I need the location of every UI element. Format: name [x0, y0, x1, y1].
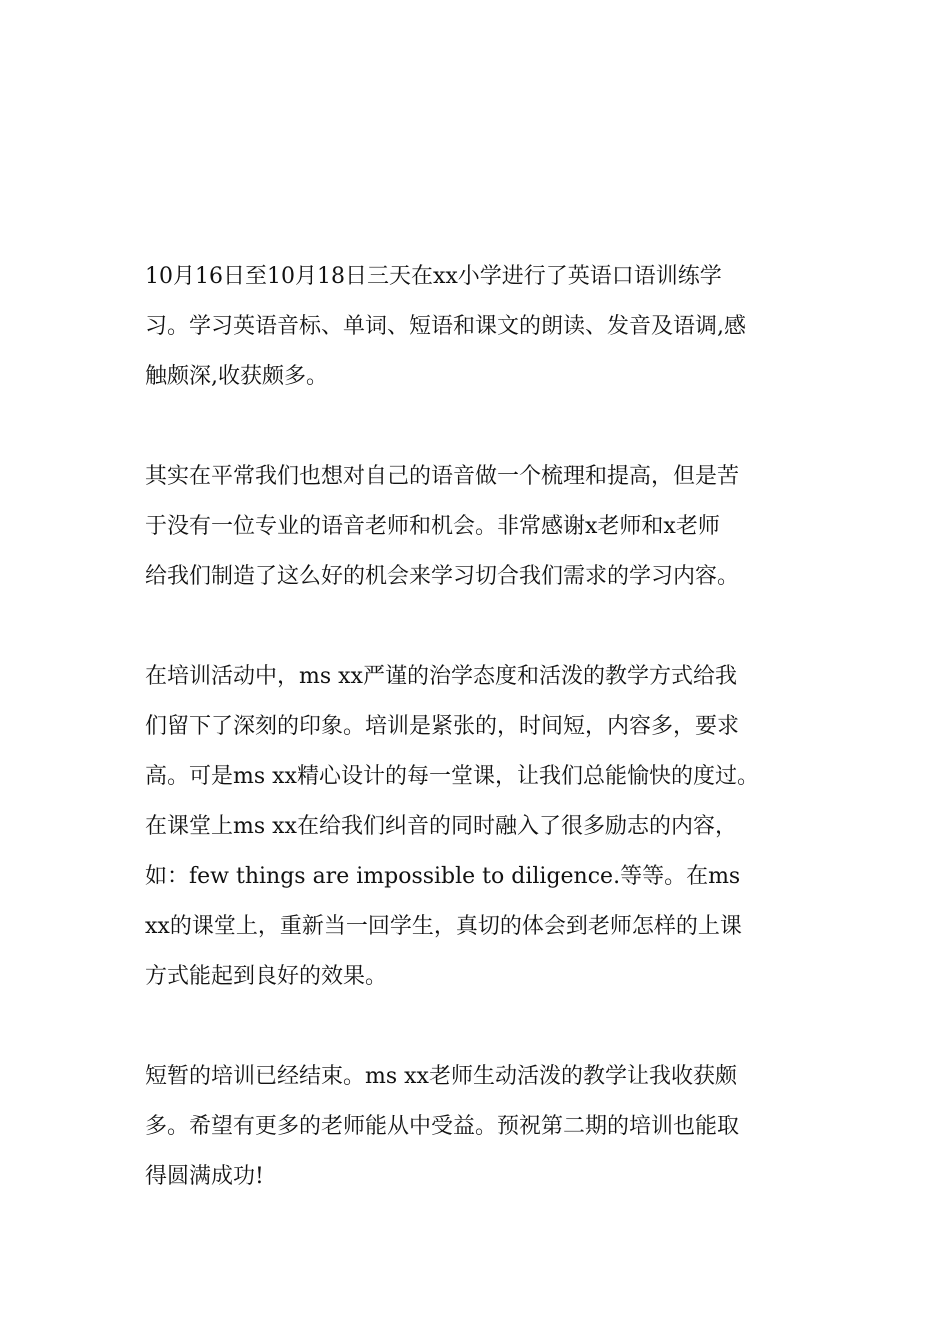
text-line: 10月16日至10月18日三天在xx小学进行了英语口语训练学	[145, 264, 722, 289]
text-line: 于没有一位专业的语音老师和机会。非常感谢x老师和x老师	[145, 514, 720, 539]
text-line: 如：few things are impossible to diligence.等等。在ms	[145, 864, 741, 889]
document-body	[145, 252, 815, 1252]
text-line: 方式能起到良好的效果。	[145, 964, 388, 989]
text-line: xx的课堂上，重新当一回学生，真切的体会到老师怎样的上课	[145, 914, 742, 939]
text-line: 给我们制造了这么好的机会来学习切合我们需求的学习内容。	[145, 564, 740, 589]
text-line: 在课堂上ms xx在给我们纠音的同时融入了很多励志的内容，	[145, 814, 737, 839]
text-line: 在培训活动中，ms xx严谨的治学态度和活泼的教学方式给我	[145, 664, 737, 689]
text-line: 习。学习英语音标、单词、短语和课文的朗读、发音及语调,感	[145, 314, 746, 339]
paragraph-1	[145, 252, 815, 402]
text-line: 们留下了深刻的印象。培训是紧张的，时间短，内容多，要求	[145, 714, 740, 739]
text-line: 短暂的培训已经结束。ms xx老师生动活泼的教学让我收获颇	[145, 1064, 737, 1089]
text-line: 得圆满成功!	[145, 1164, 264, 1189]
text-line: 其实在平常我们也想对自己的语音做一个梳理和提高，但是苦	[145, 464, 740, 489]
text-line: 多。希望有更多的老师能从中受益。预祝第二期的培训也能取	[145, 1114, 740, 1139]
paragraph-4	[145, 1052, 815, 1202]
text-line: 高。可是ms xx精心设计的每一堂课，让我们总能愉快的度过。	[145, 764, 759, 789]
paragraph-3	[145, 652, 815, 1002]
text-line: 触颇深,收获颇多。	[145, 364, 328, 389]
paragraph-2	[145, 452, 815, 602]
